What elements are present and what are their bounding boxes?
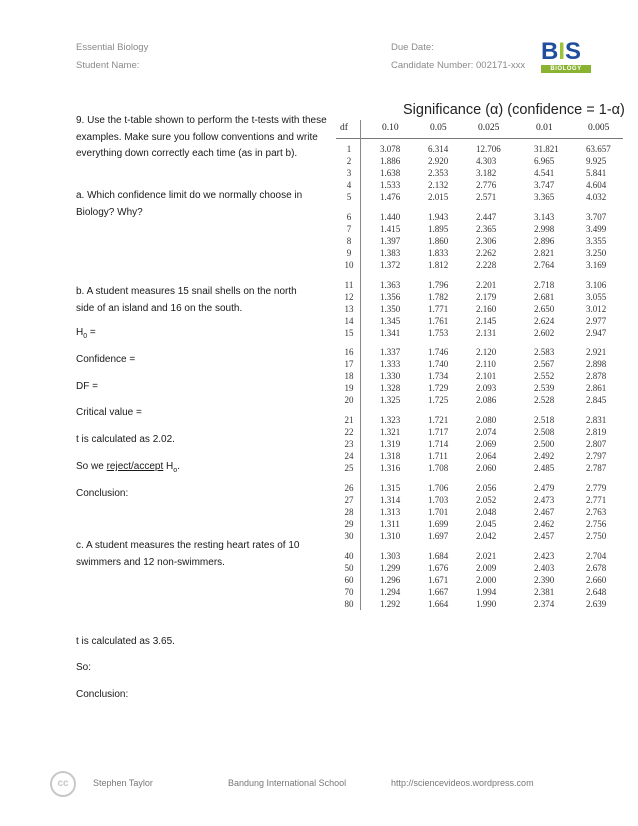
table-cell: 1.734 — [428, 371, 449, 382]
table-cell: 80 — [344, 598, 354, 609]
table-cell: 1.717 — [428, 427, 449, 438]
table-cell: 2.567 — [534, 359, 555, 370]
creative-commons-icon: cc — [50, 771, 76, 797]
table-cell: 2.467 — [534, 506, 555, 517]
table-cell: 2.602 — [534, 327, 555, 338]
table-cell: 1.684 — [428, 550, 449, 561]
table-cell: 2.093 — [476, 383, 497, 394]
question-a: a. Which confidence limit do we normally choose in Biology? Why? — [76, 190, 303, 218]
table-cell: 3 — [346, 168, 352, 179]
t-table-title: Significance (α) (confidence = 1-α) — [403, 102, 625, 118]
table-cell: 9 — [346, 247, 352, 258]
col-header-5: 0.005 — [588, 123, 610, 133]
table-cell: 1 — [346, 144, 352, 154]
table-cell: 63.657 — [586, 144, 611, 154]
footer-school: Bandung International School — [228, 778, 347, 788]
table-cell: 2.624 — [534, 315, 555, 326]
course-title: Essential Biology — [76, 42, 149, 53]
table-cell: 2.831 — [586, 415, 607, 425]
table-cell: 2.776 — [476, 180, 497, 191]
table-cell: 2.998 — [534, 223, 555, 234]
table-cell: 1.325 — [380, 395, 401, 406]
table-cell: 1.350 — [380, 303, 401, 314]
table-cell: 28 — [344, 506, 354, 517]
table-cell: 1.703 — [428, 494, 449, 505]
table-cell: 1.725 — [428, 395, 449, 406]
table-cell: 2.228 — [476, 259, 497, 270]
table-cell: 2.052 — [476, 494, 497, 505]
table-cell: 1.886 — [380, 156, 401, 167]
table-cell: 2.771 — [586, 494, 607, 505]
table-cell: 12 — [344, 291, 354, 302]
table-cell: 1.321 — [380, 427, 401, 438]
table-cell: 6.314 — [428, 144, 449, 154]
table-cell: 2.528 — [534, 395, 555, 406]
table-cell: 1.330 — [380, 371, 401, 382]
table-cell: 16 — [344, 347, 354, 358]
table-cell: 2.403 — [534, 562, 555, 573]
table-cell: 2.042 — [476, 530, 497, 541]
table-cell: 1.310 — [380, 530, 401, 541]
table-cell: 2.920 — [428, 156, 449, 167]
table-cell: 2.492 — [534, 451, 555, 462]
table-cell: 40 — [344, 550, 354, 561]
table-cell: 2.819 — [586, 427, 607, 438]
table-cell: 2.381 — [534, 586, 555, 597]
question-b: b. A student measures 15 snail shells on the north side of an island and 16 on the south. — [76, 286, 297, 314]
table-cell: 2.977 — [586, 315, 607, 326]
t-calculated-b: t is calculated as 2.02. — [76, 434, 175, 445]
table-cell: 2.365 — [476, 223, 497, 234]
table-cell: 2.015 — [428, 192, 449, 203]
table-cell: 26 — [344, 482, 354, 493]
table-cell: 1.533 — [380, 180, 401, 191]
table-cell: 2.718 — [534, 279, 555, 290]
table-cell: 1.701 — [428, 506, 449, 517]
table-cell: 1.812 — [428, 259, 449, 270]
table-cell: 1.994 — [476, 586, 497, 597]
table-cell: 2.750 — [586, 530, 607, 541]
table-cell: 4.032 — [586, 192, 607, 203]
df-line: DF = — [76, 381, 98, 392]
table-cell: 2.110 — [476, 359, 496, 370]
table-cell: 70 — [344, 586, 354, 597]
table-cell: 3.365 — [534, 192, 555, 203]
table-cell: 2.583 — [534, 347, 555, 358]
table-cell: 2.508 — [534, 427, 555, 438]
table-cell: 1.440 — [380, 211, 401, 222]
question-9-intro: 9. Use the t-table shown to perform the t-tests with these examples. Make sure you follow conventions and write everything down correctly each time (as in part b). — [76, 115, 327, 159]
col-header-1: 0.10 — [382, 123, 399, 133]
table-cell: 25 — [344, 463, 354, 474]
t-calculated-c: t is calculated as 3.65. — [76, 636, 175, 647]
reject-accept-line: So we reject/accept $H_o$. — [76, 461, 180, 474]
footer-url-link[interactable]: http://sciencevideos.wordpress.com — [391, 778, 534, 788]
table-cell: 3.055 — [586, 291, 607, 302]
table-cell: 1.345 — [380, 315, 401, 326]
table-cell: 1.397 — [380, 235, 401, 246]
table-cell: 2.704 — [586, 550, 607, 561]
table-cell: 1.299 — [380, 562, 401, 573]
table-cell: 1.415 — [380, 223, 401, 234]
table-cell: 3.355 — [586, 235, 607, 246]
table-cell: 2.896 — [534, 235, 555, 246]
table-cell: 2.262 — [476, 247, 497, 258]
bis-biology-logo: BIS BIOLOGY — [541, 40, 591, 78]
table-cell: 2.306 — [476, 235, 497, 246]
table-cell: 1.671 — [428, 574, 449, 585]
table-cell: 3.499 — [586, 223, 607, 234]
table-cell: 1.833 — [428, 247, 449, 258]
conclusion-b: Conclusion: — [76, 488, 129, 499]
table-cell: 18 — [344, 371, 354, 382]
table-cell: 2.000 — [476, 574, 497, 585]
table-cell: 1.341 — [380, 327, 401, 338]
table-cell: 6 — [346, 211, 352, 222]
table-cell: 2.447 — [476, 211, 497, 222]
table-cell: 2.639 — [586, 598, 607, 609]
table-cell: 2.845 — [586, 395, 607, 406]
table-cell: 2.132 — [428, 180, 449, 191]
table-cell: 2.069 — [476, 439, 497, 450]
table-cell: 5.841 — [586, 168, 607, 179]
table-cell: 2.787 — [586, 463, 607, 474]
table-cell: 1.323 — [380, 415, 401, 425]
table-cell: 6.965 — [534, 156, 555, 167]
table-cell: 2.648 — [586, 586, 607, 597]
table-cell: 3.012 — [586, 303, 607, 314]
table-cell: 1.699 — [428, 518, 449, 529]
table-cell: 14 — [344, 315, 354, 326]
table-cell: 3.250 — [586, 247, 607, 258]
table-cell: 1.761 — [428, 315, 449, 326]
confidence-line: Confidence = — [76, 354, 136, 365]
table-cell: 1.664 — [428, 598, 449, 609]
table-cell: 2.539 — [534, 383, 555, 394]
table-cell: 2.921 — [586, 347, 607, 358]
table-cell: 1.315 — [380, 482, 401, 493]
table-cell: 15 — [344, 327, 354, 338]
table-cell: 1.729 — [428, 383, 449, 394]
table-cell: 1.356 — [380, 291, 401, 302]
table-cell: 2.056 — [476, 482, 497, 493]
table-cell: 2.947 — [586, 327, 607, 338]
table-cell: 1.721 — [428, 415, 449, 425]
table-cell: 1.860 — [428, 235, 449, 246]
table-cell: 2.390 — [534, 574, 555, 585]
table-cell: 1.771 — [428, 303, 449, 314]
table-cell: 2.821 — [534, 247, 555, 258]
table-cell: 2.074 — [476, 427, 497, 438]
table-cell: 2.473 — [534, 494, 555, 505]
table-cell: 2.201 — [476, 279, 497, 290]
table-cell: 2.009 — [476, 562, 497, 573]
table-cell: 2.021 — [476, 550, 497, 561]
table-cell: 1.319 — [380, 439, 401, 450]
table-cell: 2.485 — [534, 463, 555, 474]
table-cell: 1.697 — [428, 530, 449, 541]
table-cell: 31.821 — [534, 144, 559, 154]
table-cell: 7 — [346, 223, 352, 234]
table-cell: 1.311 — [380, 518, 400, 529]
table-cell: 8 — [346, 235, 352, 246]
table-cell: 2.756 — [586, 518, 607, 529]
table-cell: 5 — [346, 192, 352, 203]
table-cell: 2.145 — [476, 315, 497, 326]
table-cell: 2.423 — [534, 550, 555, 561]
table-cell: 1.895 — [428, 223, 449, 234]
table-cell: 60 — [344, 574, 354, 585]
table-cell: 2.764 — [534, 259, 555, 270]
table-cell: 2.807 — [586, 439, 607, 450]
table-cell: 1.782 — [428, 291, 449, 302]
table-cell: 19 — [344, 383, 354, 394]
table-cell: 2.650 — [534, 303, 555, 314]
table-cell: 2.060 — [476, 463, 497, 474]
table-cell: 2.374 — [534, 598, 555, 609]
table-cell: 1.711 — [428, 451, 448, 462]
table-cell: 12.706 — [476, 144, 501, 154]
table-cell: 1.476 — [380, 192, 401, 203]
table-cell: 30 — [344, 530, 354, 541]
table-cell: 1.714 — [428, 439, 449, 450]
table-cell: 2.660 — [586, 574, 607, 585]
table-cell: 3.143 — [534, 211, 555, 222]
table-cell: 2.552 — [534, 371, 555, 382]
table-cell: 1.363 — [380, 279, 401, 290]
table-cell: 1.294 — [380, 586, 401, 597]
table-cell: 2.353 — [428, 168, 449, 179]
table-cell: 2.131 — [476, 327, 497, 338]
table-cell: 1.746 — [428, 347, 449, 358]
table-cell: 1.667 — [428, 586, 449, 597]
question-c: c. A student measures the resting heart rates of 10 swimmers and 12 non-swimmers. — [76, 540, 300, 568]
table-cell: 2.797 — [586, 451, 607, 462]
table-cell: 2.861 — [586, 383, 607, 394]
table-cell: 1.990 — [476, 598, 497, 609]
conclusion-c: Conclusion: — [76, 689, 129, 700]
table-cell: 2.120 — [476, 347, 497, 358]
table-cell: 27 — [344, 494, 354, 505]
table-cell: 2.080 — [476, 415, 497, 425]
table-cell: 13 — [344, 303, 354, 314]
table-cell: 1.943 — [428, 211, 449, 222]
null-hypothesis-line: $H_0$ = — [76, 327, 96, 340]
table-cell: 1.292 — [380, 598, 401, 609]
due-date-label: Due Date: — [391, 42, 434, 53]
table-cell: 1.372 — [380, 259, 401, 270]
table-cell: 2.457 — [534, 530, 555, 541]
table-cell: 2.763 — [586, 506, 607, 517]
table-cell: 1.740 — [428, 359, 449, 370]
table-cell: 3.182 — [476, 168, 497, 179]
table-cell: 9.925 — [586, 156, 607, 167]
table-cell: 2.048 — [476, 506, 497, 517]
table-cell: 3.707 — [586, 211, 607, 222]
t-table-header-row — [336, 120, 623, 139]
table-cell: 50 — [344, 562, 354, 573]
table-cell: 2.878 — [586, 371, 607, 382]
table-cell: 2.064 — [476, 451, 497, 462]
table-cell: 23 — [344, 439, 354, 450]
table-cell: 3.747 — [534, 180, 555, 191]
table-cell: 1.316 — [380, 463, 401, 474]
table-cell: 1.638 — [380, 168, 401, 179]
df-column-divider — [360, 120, 361, 610]
table-cell: 1.303 — [380, 550, 401, 561]
table-cell: 1.296 — [380, 574, 401, 585]
table-cell: 3.106 — [586, 279, 607, 290]
table-cell: 1.383 — [380, 247, 401, 258]
table-cell: 2.678 — [586, 562, 607, 573]
table-cell: 1.796 — [428, 279, 449, 290]
student-name-label: Student Name: — [76, 60, 140, 71]
table-cell: 2.101 — [476, 371, 497, 382]
table-cell: 4.541 — [534, 168, 555, 179]
table-cell: 2.500 — [534, 439, 555, 450]
table-cell: 2.479 — [534, 482, 555, 493]
footer-author: Stephen Taylor — [93, 778, 153, 788]
table-cell: 21 — [344, 415, 354, 425]
table-cell: 1.318 — [380, 451, 401, 462]
col-header-0: df — [340, 123, 348, 133]
col-header-4: 0.01 — [536, 123, 553, 133]
table-cell: 4.604 — [586, 180, 607, 191]
table-cell: 2.160 — [476, 303, 497, 314]
table-cell: 2.086 — [476, 395, 497, 406]
table-cell: 3.169 — [586, 259, 607, 270]
table-cell: 1.753 — [428, 327, 449, 338]
col-header-3: 0.025 — [478, 123, 500, 133]
table-cell: 4.303 — [476, 156, 497, 167]
table-cell: 2.779 — [586, 482, 607, 493]
table-cell: 22 — [344, 427, 354, 438]
table-cell: 11 — [344, 279, 354, 290]
table-cell: 1.333 — [380, 359, 401, 370]
table-cell: 10 — [344, 259, 354, 270]
table-cell: 4 — [346, 180, 352, 191]
table-cell: 29 — [344, 518, 354, 529]
table-cell: 20 — [344, 395, 354, 406]
table-cell: 1.676 — [428, 562, 449, 573]
table-cell: 2.898 — [586, 359, 607, 370]
table-cell: 1.337 — [380, 347, 401, 358]
col-header-2: 0.05 — [430, 123, 447, 133]
table-cell: 1.313 — [380, 506, 401, 517]
table-cell: 1.706 — [428, 482, 449, 493]
table-cell: 2.571 — [476, 192, 497, 203]
table-cell: 17 — [344, 359, 354, 370]
table-cell: 2.518 — [534, 415, 555, 425]
table-cell: 2.681 — [534, 291, 555, 302]
table-cell: 24 — [344, 451, 354, 462]
table-cell: 2 — [346, 156, 352, 167]
critical-value-line: Critical value = — [76, 407, 142, 418]
table-cell: 1.328 — [380, 383, 401, 394]
table-cell: 2.045 — [476, 518, 497, 529]
candidate-number: Candidate Number: 002171-xxx — [391, 60, 526, 71]
footer-url[interactable] — [391, 778, 534, 788]
so-line-c: So: — [76, 662, 92, 673]
table-cell: 1.314 — [380, 494, 401, 505]
table-cell: 1.708 — [428, 463, 449, 474]
table-cell: 3.078 — [380, 144, 401, 154]
table-cell: 2.179 — [476, 291, 497, 302]
table-cell: 2.462 — [534, 518, 555, 529]
